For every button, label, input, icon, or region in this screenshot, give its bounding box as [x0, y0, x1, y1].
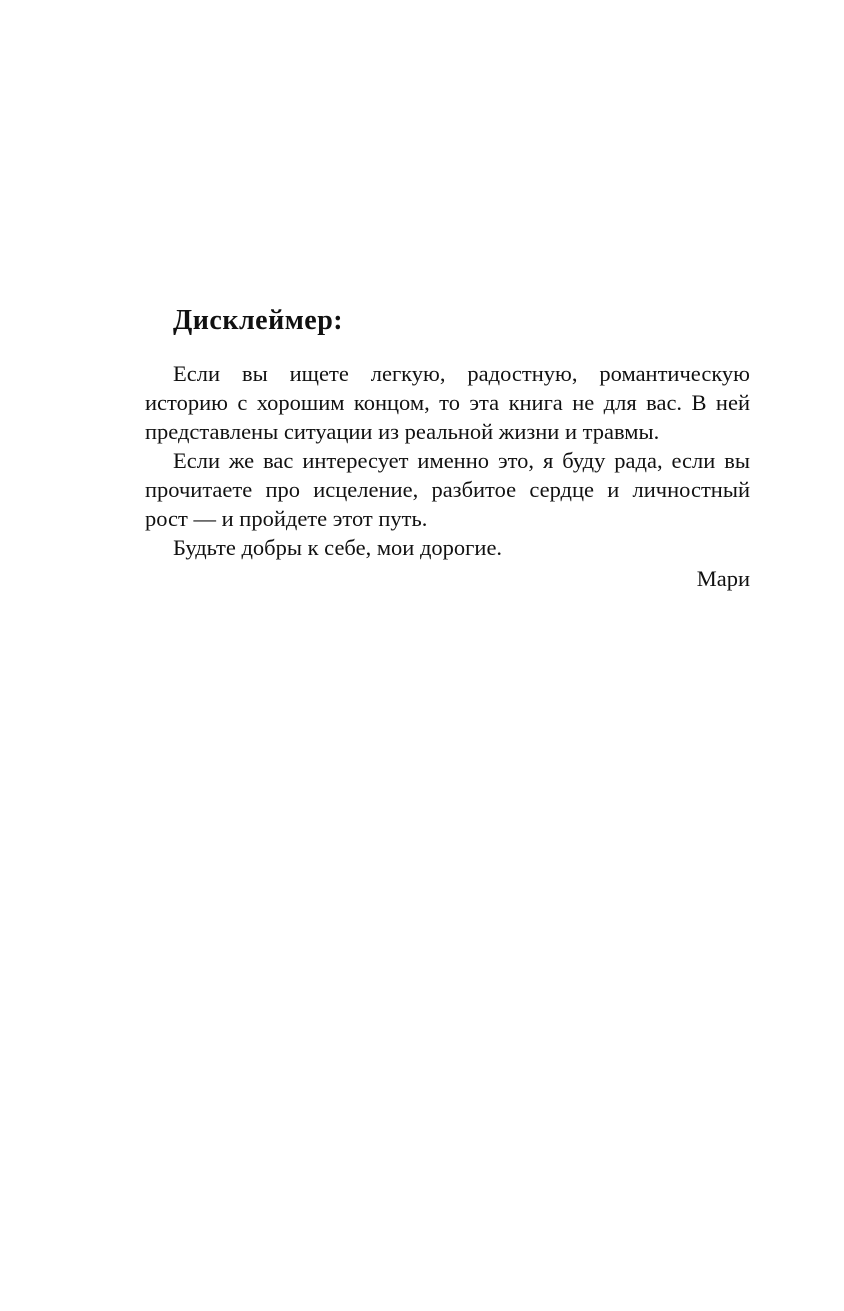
- disclaimer-title: Дисклеймер:: [173, 305, 344, 336]
- disclaimer-paragraph-3: Будьте добры к себе, мои дорогие.: [173, 534, 503, 560]
- author-signature: Мари: [696, 565, 750, 591]
- disclaimer-section: [145, 306, 750, 593]
- disclaimer-paragraph-1: Если вы ищете легкую, радостную, романтическую историю с хорошим концом, то эта книга не для вас. В ней представлены ситуации из реальной жизни и травмы.: [145, 360, 750, 444]
- disclaimer-paragraph-2: Если же вас интересует именно это, я буду рада, если вы прочитаете про исцеление, разбитое сердце и личностный рост — и пройдете этот путь.: [145, 447, 750, 531]
